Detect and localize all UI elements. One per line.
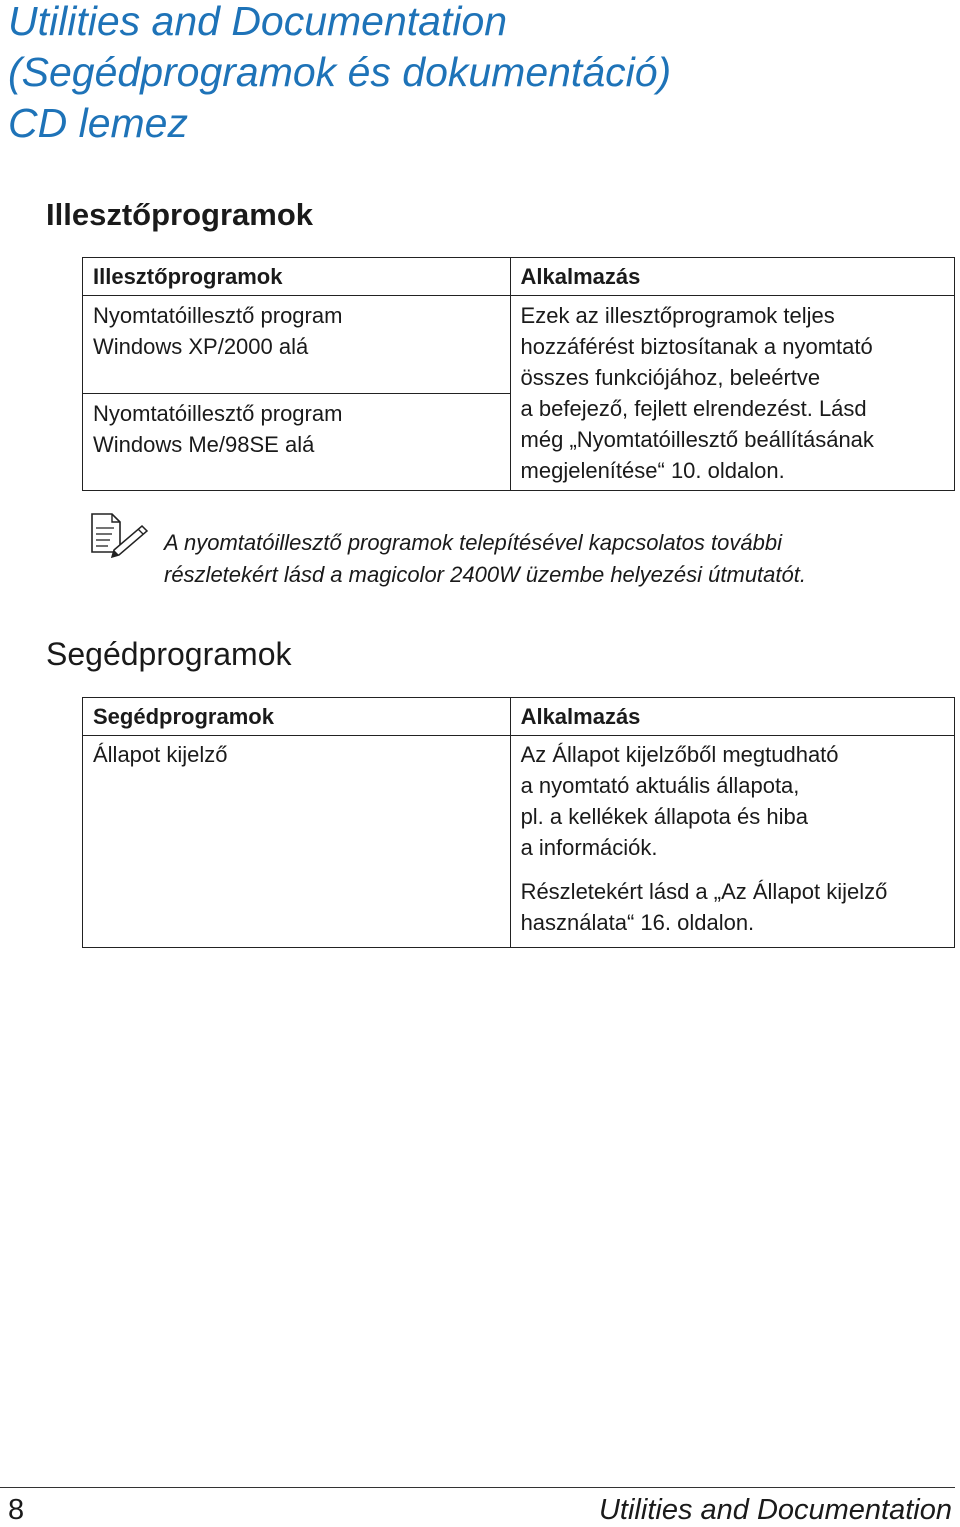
- description-line: pl. a kellékek állapota és hiba: [520, 804, 808, 829]
- note-text: [164, 527, 960, 591]
- table-header-usage: Alkalmazás: [510, 698, 954, 736]
- section-heading-utilities: Segédprogramok: [46, 636, 292, 672]
- utility-name-cell: [83, 736, 511, 948]
- driver-description-cell: [510, 296, 954, 491]
- note-line: részletekért lásd a magicolor 2400W üzembe helyezési útmutatót.: [164, 562, 806, 587]
- drivers-table: [82, 257, 955, 491]
- driver-name: Nyomtatóillesztő program: [93, 400, 343, 426]
- driver-name-cell: [83, 296, 511, 394]
- footer-title: Utilities and Documentation: [598, 1494, 952, 1526]
- page-title-line-2: (Segédprogramok és dokumentáció): [8, 49, 672, 95]
- description-line: a befejező, fejlett elrendezést. Lásd: [520, 396, 867, 421]
- driver-name: Nyomtatóillesztő program: [93, 303, 343, 328]
- page-title: [8, 0, 908, 149]
- table-header-utilities: Segédprogramok: [83, 698, 511, 736]
- description-line: összes funkciójához, beleértve: [520, 365, 821, 390]
- note-line: A nyomtatóillesztő programok telepítésével kapcsolatos további: [164, 530, 782, 555]
- description-line: Részletekért lásd a „Az Állapot kijelző: [520, 879, 888, 904]
- table-header-row: [83, 258, 955, 296]
- section-heading-drivers: Illesztőprogramok: [46, 197, 313, 232]
- table-row: [83, 296, 955, 394]
- description-line: megjelenítése“ 10. oldalon.: [520, 458, 785, 483]
- table-row: [83, 736, 955, 948]
- description-line: hozzáférést biztosítanak a nyomtató: [520, 334, 873, 359]
- table-header-row: [83, 698, 955, 736]
- description-line: még „Nyomtatóillesztő beállításának: [520, 427, 874, 452]
- driver-os: Windows XP/2000 alá: [93, 334, 309, 359]
- utility-description-cell: [510, 736, 954, 948]
- description-line: a információk.: [520, 835, 658, 860]
- description-line: Az Állapot kijelzőből megtudható: [520, 742, 839, 767]
- page-number: 8: [8, 1494, 25, 1526]
- utility-name: Állapot kijelző: [93, 742, 228, 767]
- table-header-usage: Alkalmazás: [510, 258, 954, 296]
- description-line: használata“ 16. oldalon.: [520, 910, 755, 935]
- note-pencil-icon: [90, 512, 150, 558]
- page-title-line-3: CD lemez: [8, 100, 188, 146]
- description-paragraph: [521, 876, 944, 938]
- driver-os: Windows Me/98SE alá: [93, 431, 315, 457]
- table-header-drivers: Illesztőprogramok: [83, 258, 511, 296]
- driver-name-cell: [83, 393, 511, 491]
- footer-divider: [0, 1487, 955, 1488]
- description-line: Ezek az illesztőprogramok teljes: [520, 303, 835, 328]
- utilities-table: [82, 697, 955, 948]
- page-title-line-1: Utilities and Documentation: [8, 0, 508, 44]
- description-paragraph: [521, 739, 944, 863]
- description-line: a nyomtató aktuális állapota,: [520, 773, 800, 798]
